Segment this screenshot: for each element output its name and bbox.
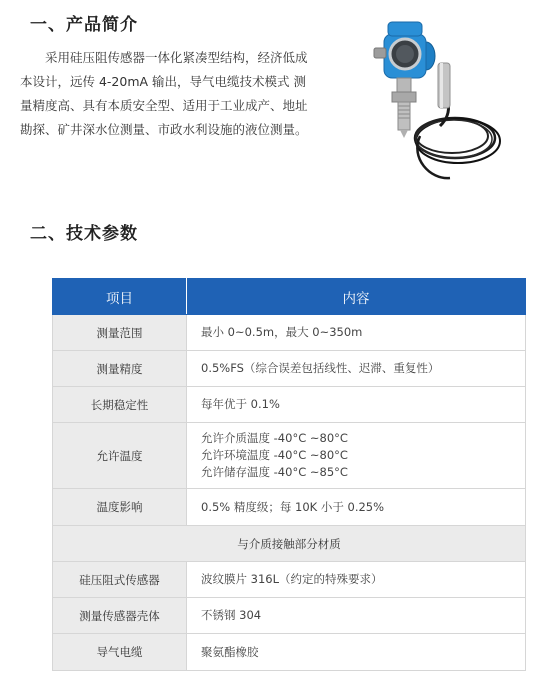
table-subheader-row: [53, 526, 526, 562]
spec-section-title: 二、技术参数: [30, 224, 138, 244]
table-row: [53, 315, 526, 351]
level-transmitter-image: [370, 8, 520, 188]
row-value: 不锈钢 304: [187, 598, 526, 634]
table-row: [53, 489, 526, 526]
row-label: 导气电缆: [53, 634, 187, 671]
row-label: 硅压阻式传感器: [53, 562, 187, 598]
intro-section-title: 一、产品简介: [30, 15, 138, 35]
table-header-row: [53, 279, 526, 315]
row-value: 0.5% 精度级；每 10K 小于 0.25%: [187, 489, 526, 526]
row-label: 温度影响: [53, 489, 187, 526]
intro-line: 勘探、矿井深水位测量、市政水利设施的液位测量。: [20, 122, 308, 137]
row-label: 允许温度: [53, 423, 187, 489]
intro-line: 采用硅压阻传感器一体化紧凑型结构，经济低成: [45, 50, 308, 65]
row-label: 测量范围: [53, 315, 187, 351]
header-content-column: 内容: [187, 279, 526, 315]
row-value: 每年优于 0.1%: [187, 387, 526, 423]
table-row: [53, 598, 526, 634]
table-row: [53, 351, 526, 387]
header-item-column: 项目: [53, 279, 187, 315]
intro-line: 量精度高、具有本质安全型、适用于工业成产、地址: [20, 98, 308, 113]
intro-line: 本设计，远传 4-20mA 输出，导气电缆技术模式 测: [20, 74, 307, 89]
intro-paragraph: [20, 46, 355, 142]
table-row: [53, 387, 526, 423]
materials-subheader: 与介质接触部分材质: [53, 526, 526, 562]
row-label: 测量传感器壳体: [53, 598, 187, 634]
table-row: [53, 562, 526, 598]
table-row: [53, 634, 526, 671]
row-label: 长期稳定性: [53, 387, 187, 423]
row-value: 聚氨酯橡胶: [187, 634, 526, 671]
row-value: 最小 0~0.5m，最大 0~350m: [187, 315, 526, 351]
row-value: 波纹膜片 316L（约定的特殊要求）: [187, 562, 526, 598]
row-value: 允许介质温度 -40°C ~80°C 允许环境温度 -40°C ~80°C 允许储存温度 -40°C ~85°C: [187, 423, 526, 489]
table-row: [53, 423, 526, 489]
spec-table: [52, 278, 526, 671]
row-value: 0.5%FS（综合误差包括线性、迟滞、重复性）: [187, 351, 526, 387]
row-label: 测量精度: [53, 351, 187, 387]
